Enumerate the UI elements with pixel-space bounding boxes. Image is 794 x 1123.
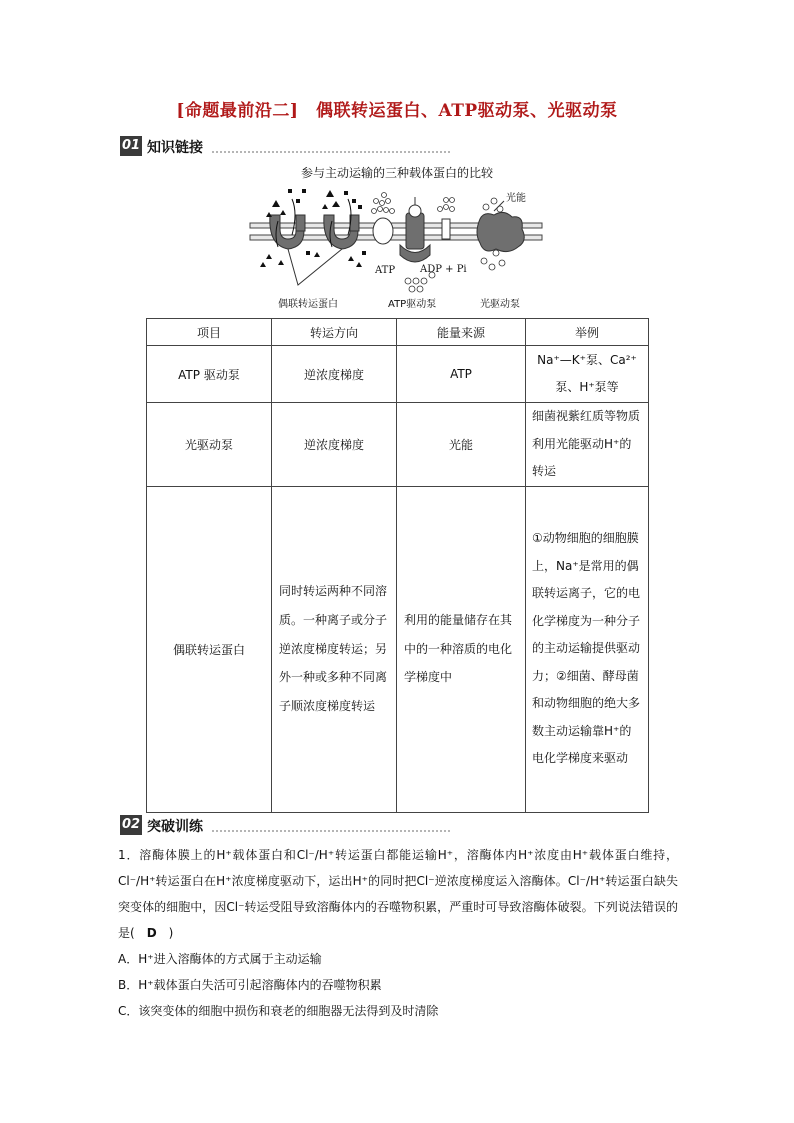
option-a: A．H⁺进入溶酶体的方式属于主动运输 bbox=[118, 952, 322, 966]
section-divider bbox=[212, 151, 450, 153]
diagram-caption: 参与主动运输的三种载体蛋白的比较 bbox=[300, 166, 493, 180]
page-title: [命题最前沿二] 偶联转运蛋白、ATP驱动泵、光驱动泵 bbox=[176, 101, 618, 121]
table-cell: ①动物细胞的细胞膜上，Na⁺是常用的偶联转运离子，它的电化学梯度为一种分子的主动运输提供驱动力；②细菌、酵母菌和动物细胞的绝大多数主动运输靠H⁺的电化学梯度来驱动 bbox=[526, 486, 649, 812]
table-header: 转运方向 bbox=[272, 319, 397, 346]
table-header: 项目 bbox=[147, 319, 272, 346]
table-row bbox=[147, 346, 649, 403]
light-driven-pump bbox=[477, 212, 524, 251]
table-header: 能量来源 bbox=[397, 319, 526, 346]
atp-label: ATP bbox=[375, 265, 396, 276]
group-label-atp-pump: ATP驱动泵 bbox=[388, 299, 437, 310]
table-cell: 偶联转运蛋白 bbox=[147, 486, 272, 812]
small-channel bbox=[442, 219, 450, 239]
coupled-transporter-2 bbox=[324, 215, 359, 249]
section-header-knowledge bbox=[120, 136, 450, 158]
atp-pump bbox=[400, 197, 430, 262]
group-label-coupled: 偶联转运蛋白 bbox=[278, 299, 338, 310]
table-row bbox=[147, 486, 649, 812]
option-b: B．H⁺载体蛋白失活可引起溶酶体内的吞噬物积累 bbox=[118, 978, 382, 992]
question-answer: D bbox=[146, 926, 157, 940]
table-cell: ATP bbox=[397, 346, 526, 403]
molecule-chain-left bbox=[372, 193, 395, 214]
table-cell: 同时转运两种不同溶质。一种离子或分子逆浓度梯度转运；另外一种或多种不同离子顺浓度梯度转运 bbox=[272, 486, 397, 812]
atp-pump-molecules bbox=[405, 272, 435, 292]
question-text: 1．溶酶体膜上的H⁺载体蛋白和Cl⁻/H⁺转运蛋白都能运输H⁺，溶酶体内H⁺浓度由H⁺载体蛋白维持，Cl⁻/H⁺转运蛋白在H⁺浓度梯度驱动下，运出H⁺的同时把Cl⁻逆浓度梯度运入溶酶体。Cl⁻/H⁺转运蛋白缺失突变体的细胞中，因Cl⁻转运受阻导致溶酶体内的吞噬物积累，严重时可导致溶酶体破裂。下列说法错误的是( bbox=[118, 848, 678, 940]
coupled-brace bbox=[288, 249, 342, 285]
table-header-row bbox=[147, 319, 649, 346]
section-number: 02 bbox=[120, 815, 142, 835]
table-cell: Na⁺—K⁺泵、Ca²⁺泵、H⁺泵等 bbox=[526, 346, 649, 403]
adp-label: ADP + Pi bbox=[420, 264, 467, 275]
table-cell: 光能 bbox=[397, 403, 526, 487]
question-1 bbox=[118, 842, 678, 1024]
section-number: 01 bbox=[120, 136, 142, 156]
section-divider bbox=[212, 830, 450, 832]
table-cell: 逆浓度梯度 bbox=[272, 346, 397, 403]
option-c: C．该突变体的细胞中损伤和衰老的细胞器无法得到及时清除 bbox=[118, 1004, 439, 1018]
section-label: 突破训练 bbox=[147, 819, 203, 835]
comparison-table bbox=[146, 318, 649, 813]
table-row bbox=[147, 403, 649, 487]
coupled-transporter-1 bbox=[270, 215, 305, 249]
section-header-training bbox=[120, 815, 450, 837]
table-cell: 细菌视紫红质等物质利用光能驱动H⁺的转运 bbox=[526, 403, 649, 487]
uniporter-oval bbox=[373, 218, 393, 244]
table-cell: 逆浓度梯度 bbox=[272, 403, 397, 487]
question-text-end: ) bbox=[156, 926, 174, 940]
section-label: 知识链接 bbox=[147, 140, 203, 156]
molecule-chain-right bbox=[438, 198, 455, 212]
group-label-light-pump: 光驱动泵 bbox=[480, 299, 520, 310]
table-header: 举例 bbox=[526, 319, 649, 346]
table-cell: 光驱动泵 bbox=[147, 403, 272, 487]
transport-protein-diagram bbox=[248, 185, 548, 315]
light-energy-label: 光能 bbox=[506, 193, 526, 204]
question-stem bbox=[118, 842, 678, 946]
table-cell: 利用的能量储存在其中的一种溶质的电化学梯度中 bbox=[397, 486, 526, 812]
table-cell: ATP 驱动泵 bbox=[147, 346, 272, 403]
